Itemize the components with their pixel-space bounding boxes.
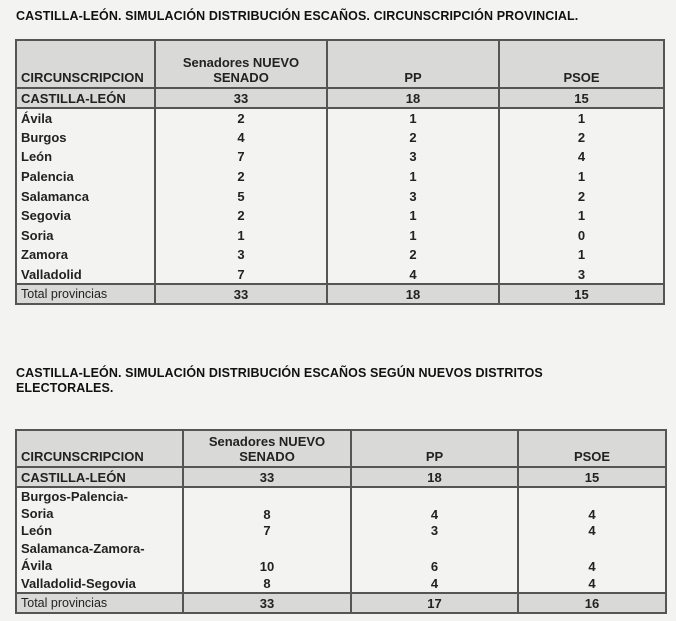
row-psoe: 4 bbox=[518, 522, 666, 539]
row-pp: 6 bbox=[351, 539, 518, 574]
row-pp: 4 bbox=[327, 265, 499, 285]
table-row bbox=[16, 574, 666, 593]
table-row bbox=[16, 147, 664, 167]
district-seats-table bbox=[15, 429, 667, 614]
table2-title: CASTILLA-LEÓN. SIMULACIÓN DISTRIBUCIÓN ESCAÑOS SEGÚN NUEVOS DISTRITOS ELECTORALES. bbox=[16, 366, 543, 395]
table-row bbox=[16, 128, 664, 148]
row-name: Burgos bbox=[16, 128, 155, 148]
provincial-seats-table bbox=[15, 39, 665, 305]
region-pp: 18 bbox=[351, 467, 518, 487]
row-pp: 1 bbox=[327, 167, 499, 187]
header-circunscripcion: CIRCUNSCRIPCION bbox=[16, 40, 155, 88]
row-psoe: 0 bbox=[499, 226, 664, 246]
table1-region-row bbox=[16, 88, 664, 108]
row-name: Zamora bbox=[16, 245, 155, 265]
row-name: Salamanca bbox=[16, 186, 155, 206]
table-row bbox=[16, 108, 664, 128]
table2-region-row bbox=[16, 467, 666, 487]
region-psoe: 15 bbox=[518, 467, 666, 487]
row-name-line1: Burgos-Palencia- bbox=[21, 489, 128, 504]
header-psoe: PSOE bbox=[518, 430, 666, 467]
header-psoe: PSOE bbox=[499, 40, 664, 88]
row-psoe: 4 bbox=[518, 487, 666, 522]
table-row bbox=[16, 522, 666, 539]
total-psoe: 15 bbox=[499, 284, 664, 304]
header-senadores-line1: Senadores NUEVO bbox=[208, 434, 326, 449]
table-row bbox=[16, 487, 666, 522]
row-pp: 4 bbox=[351, 574, 518, 593]
region-name: CASTILLA-LEÓN bbox=[16, 88, 155, 108]
table2-total-row bbox=[16, 593, 666, 613]
row-name-line1: Salamanca-Zamora- bbox=[21, 540, 145, 556]
header-pp: PP bbox=[351, 430, 518, 467]
row-senadores: 8 bbox=[183, 574, 351, 593]
header-senadores bbox=[155, 40, 327, 88]
row-psoe: 2 bbox=[499, 186, 664, 206]
table1-title: CASTILLA-LEÓN. SIMULACIÓN DISTRIBUCIÓN ESCAÑOS. CIRCUNSCRIPCIÓN PROVINCIAL. bbox=[16, 9, 579, 23]
row-senadores: 7 bbox=[183, 522, 351, 539]
table1-header-row bbox=[16, 40, 664, 88]
row-pp: 4 bbox=[351, 487, 518, 522]
row-senadores: 8 bbox=[183, 487, 351, 522]
row-name: Soria bbox=[16, 226, 155, 246]
header-pp: PP bbox=[327, 40, 499, 88]
row-senadores: 7 bbox=[155, 265, 327, 285]
row-senadores: 2 bbox=[155, 167, 327, 187]
region-senadores: 33 bbox=[155, 88, 327, 108]
region-pp: 18 bbox=[327, 88, 499, 108]
total-senadores: 33 bbox=[183, 593, 351, 613]
row-senadores: 7 bbox=[155, 147, 327, 167]
row-psoe: 3 bbox=[499, 265, 664, 285]
row-senadores: 1 bbox=[155, 226, 327, 246]
row-pp: 1 bbox=[327, 206, 499, 226]
table-row bbox=[16, 186, 664, 206]
row-name bbox=[16, 539, 183, 574]
row-name bbox=[16, 487, 183, 522]
table1-total-row bbox=[16, 284, 664, 304]
table2-header-row bbox=[16, 430, 666, 467]
total-name: Total provincias bbox=[16, 284, 155, 304]
total-psoe: 16 bbox=[518, 593, 666, 613]
row-name: Palencia bbox=[16, 167, 155, 187]
row-pp: 1 bbox=[327, 108, 499, 128]
table-row bbox=[16, 206, 664, 226]
row-pp: 3 bbox=[327, 147, 499, 167]
row-name: Ávila bbox=[16, 108, 155, 128]
region-senadores: 33 bbox=[183, 467, 351, 487]
total-pp: 18 bbox=[327, 284, 499, 304]
row-senadores: 2 bbox=[155, 206, 327, 226]
total-pp: 17 bbox=[351, 593, 518, 613]
header-senadores bbox=[183, 430, 351, 467]
row-pp: 2 bbox=[327, 128, 499, 148]
header-circunscripcion: CIRCUNSCRIPCION bbox=[16, 430, 183, 467]
row-name: León bbox=[16, 147, 155, 167]
row-name: Valladolid bbox=[16, 265, 155, 285]
row-name-line2: Ávila bbox=[21, 557, 53, 573]
row-name-line2: Soria bbox=[21, 506, 54, 521]
table-row bbox=[16, 167, 664, 187]
row-psoe: 1 bbox=[499, 206, 664, 226]
row-pp: 1 bbox=[327, 226, 499, 246]
row-name: León bbox=[16, 522, 183, 539]
header-senadores-line1: Senadores NUEVO bbox=[182, 55, 300, 70]
row-psoe: 1 bbox=[499, 167, 664, 187]
total-senadores: 33 bbox=[155, 284, 327, 304]
header-senadores-line2: SENADO bbox=[239, 449, 295, 464]
row-psoe: 1 bbox=[499, 108, 664, 128]
row-psoe: 4 bbox=[518, 539, 666, 574]
table-row bbox=[16, 265, 664, 285]
row-senadores: 5 bbox=[155, 186, 327, 206]
row-senadores: 3 bbox=[155, 245, 327, 265]
row-psoe: 1 bbox=[499, 245, 664, 265]
row-pp: 2 bbox=[327, 245, 499, 265]
region-psoe: 15 bbox=[499, 88, 664, 108]
row-pp: 3 bbox=[351, 522, 518, 539]
table-row bbox=[16, 226, 664, 246]
row-senadores: 2 bbox=[155, 108, 327, 128]
header-senadores-line2: SENADO bbox=[213, 70, 269, 85]
row-psoe: 2 bbox=[499, 128, 664, 148]
total-name: Total provincias bbox=[16, 593, 183, 613]
region-name: CASTILLA-LEÓN bbox=[16, 467, 183, 487]
row-psoe: 4 bbox=[518, 574, 666, 593]
table-row bbox=[16, 539, 666, 574]
row-senadores: 10 bbox=[183, 539, 351, 574]
table-row bbox=[16, 245, 664, 265]
row-name: Valladolid-Segovia bbox=[16, 574, 183, 593]
row-pp: 3 bbox=[327, 186, 499, 206]
row-psoe: 4 bbox=[499, 147, 664, 167]
row-senadores: 4 bbox=[155, 128, 327, 148]
row-name: Segovia bbox=[16, 206, 155, 226]
